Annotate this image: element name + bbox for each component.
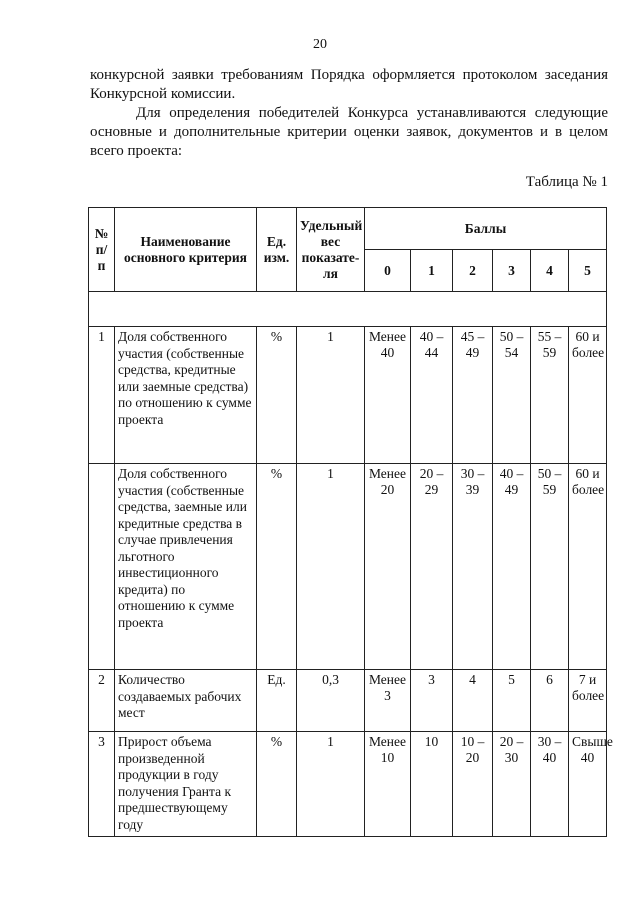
row-score-0: Менее 40 bbox=[365, 327, 411, 464]
row-score-0: Менее 20 bbox=[365, 464, 411, 670]
page-number: 20 bbox=[313, 37, 327, 52]
row-unit: Ед. bbox=[257, 670, 297, 732]
table-row bbox=[89, 670, 607, 732]
row-score-2: 45 – 49 bbox=[453, 327, 493, 464]
row-score-2: 30 – 39 bbox=[453, 464, 493, 670]
row-score-5: 7 и более bbox=[569, 670, 607, 732]
header-score-5: 5 bbox=[569, 250, 607, 292]
row-score-3: 40 – 49 bbox=[493, 464, 531, 670]
row-name: Доля собственного участия (собственные средства, заемные или кредитные средства в случае привлечения льготного инвестиционного кредита) по отношению к сумме проекта bbox=[115, 464, 257, 670]
row-score-5: 60 и более bbox=[569, 464, 607, 670]
header-num: № п/п bbox=[89, 208, 115, 292]
row-unit: % bbox=[257, 732, 297, 837]
row-score-4: 55 – 59 bbox=[531, 327, 569, 464]
row-weight: 1 bbox=[297, 464, 365, 670]
row-score-1: 20 – 29 bbox=[411, 464, 453, 670]
header-score-4: 4 bbox=[531, 250, 569, 292]
row-score-1: 40 – 44 bbox=[411, 327, 453, 464]
row-score-4: 30 – 40 bbox=[531, 732, 569, 837]
paragraph-2: Для определения победителей Конкурса устанавливаются следующие основные и дополнительные критерии оценки заявок, документов и в целом всего проекта: bbox=[90, 105, 608, 159]
row-weight: 1 bbox=[297, 732, 365, 837]
row-num: 2 bbox=[89, 670, 115, 732]
header-score-0: 0 bbox=[365, 250, 411, 292]
table-caption: Таблица № 1 bbox=[525, 174, 608, 190]
header-score-3: 3 bbox=[493, 250, 531, 292]
row-name: Прирост объема произведенной продукции в году получения Гранта к предшествующему году bbox=[115, 732, 257, 837]
table-row bbox=[89, 327, 607, 464]
row-weight: 1 bbox=[297, 327, 365, 464]
row-name: Количество создаваемых рабочих мест bbox=[115, 670, 257, 732]
criteria-table bbox=[88, 207, 613, 837]
header-points: Баллы bbox=[365, 208, 607, 250]
row-score-1: 3 bbox=[411, 670, 453, 732]
row-score-4: 50 – 59 bbox=[531, 464, 569, 670]
table-row bbox=[89, 464, 607, 670]
row-score-5: 60 и более bbox=[569, 327, 607, 464]
row-score-1: 10 bbox=[411, 732, 453, 837]
row-num: 3 bbox=[89, 732, 115, 837]
row-score-2: 10 – 20 bbox=[453, 732, 493, 837]
row-score-3: 5 bbox=[493, 670, 531, 732]
row-num: 1 bbox=[89, 327, 115, 464]
row-score-4: 6 bbox=[531, 670, 569, 732]
table-row bbox=[89, 732, 607, 837]
row-unit: % bbox=[257, 464, 297, 670]
header-weight: Удельный вес показате-ля bbox=[297, 208, 365, 292]
row-score-2: 4 bbox=[453, 670, 493, 732]
header-score-1: 1 bbox=[411, 250, 453, 292]
header-score-2: 2 bbox=[453, 250, 493, 292]
row-weight: 0,3 bbox=[297, 670, 365, 732]
header-unit: Ед. изм. bbox=[257, 208, 297, 292]
row-score-3: 20 – 30 bbox=[493, 732, 531, 837]
row-unit: % bbox=[257, 327, 297, 464]
row-score-0: Менее 3 bbox=[365, 670, 411, 732]
paragraph-1: конкурсной заявки требованиям Порядка оформляется протоколом заседания Конкурсной комиссии. bbox=[90, 67, 608, 102]
row-score-3: 50 – 54 bbox=[493, 327, 531, 464]
header-name: Наименование основного критерия bbox=[115, 208, 257, 292]
row-name: Доля собственного участия (собственные средства, кредитные или заемные средства) по отношению к сумме проекта bbox=[115, 327, 257, 464]
row-score-5: Свыше 40 bbox=[569, 732, 607, 837]
row-num bbox=[89, 464, 115, 670]
row-score-0: Менее 10 bbox=[365, 732, 411, 837]
